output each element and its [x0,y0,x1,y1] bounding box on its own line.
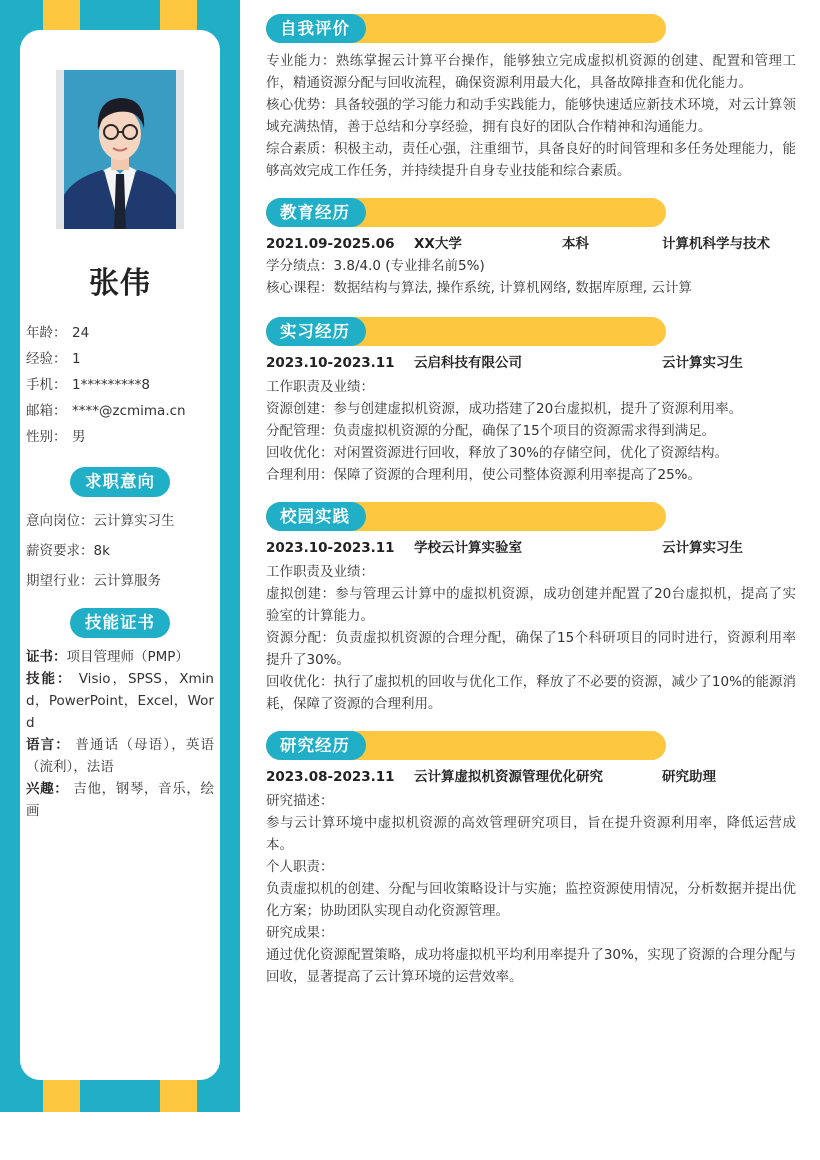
research-line: 负责虚拟机的创建、分配与回收策略设计与实施；监控资源使用情况，分析数据并提出优化方案；协助团队实现自动化资源管理。 [266,881,796,919]
section-header [266,14,666,43]
research-line: 个人职责： [266,859,334,875]
section-education [266,198,796,299]
internship-line: 回收优化：对闲置资源进行回收，释放了30%的存储空间，优化了资源结构。 [266,445,729,461]
job-intent-heading: 求职意向 [70,467,170,497]
education-meta-row [266,233,796,255]
candidate-name: 张伟 [89,266,151,301]
info-value: 男 [72,429,86,445]
self-eval-paragraph: 核心优势：具备较强的学习能力和动手实践能力，能够快速适应新技术环境，对云计算领域充满热情，善于总结和分享经验，拥有良好的团队合作精神和沟通能力。 [266,97,796,135]
sidebar [0,0,240,1112]
skill-label: 兴趣： [26,781,69,797]
intent-salary [26,536,216,566]
info-label: 手机： [26,377,67,393]
section-header [266,198,666,227]
info-gender [26,424,216,450]
section-title: 自我评价 [266,14,366,43]
intent-label: 期望行业： [26,573,94,589]
campus-line: 资源分配：负责虚拟机资源的合理分配，确保了15个科研项目的同时进行，资源利用率提升了30%。 [266,630,796,668]
education-degree: 本科 [562,236,589,252]
education-period: 2021.09-2025.06 [266,236,395,252]
section-campus-practice [266,502,796,715]
internship-role: 云计算实习生 [662,355,743,371]
internship-line: 分配管理：负责虚拟机资源的分配，确保了15个项目的资源需求得到满足。 [266,423,716,439]
intent-value: 云计算实习生 [93,513,175,529]
intent-label: 薪资要求： [26,543,94,559]
info-value: 1*********8 [72,377,150,393]
info-label: 经验： [26,351,67,367]
section-header [266,502,666,531]
decor-stripe-bottom-right [160,1080,197,1112]
campus-org: 学校云计算实验室 [414,540,522,556]
section-self-evaluation [266,14,796,182]
person-portrait-icon [64,70,176,229]
research-period: 2023.08-2023.11 [266,769,395,785]
intent-value: 云计算服务 [93,573,161,589]
research-line: 研究描述： [266,793,334,809]
section-research [266,731,796,988]
section-header [266,317,666,346]
decor-stripe-top-left [43,0,80,30]
profile-photo [64,70,176,229]
profile-card [20,30,220,1080]
section-internship [266,317,796,486]
campus-period: 2023.10-2023.11 [266,540,395,556]
research-line: 研究成果： [266,925,334,941]
skill-label: 语言： [26,737,70,753]
section-header [266,731,666,760]
education-line: 学分绩点：3.8/4.0 (专业排名前5%) [266,258,485,274]
intent-industry [26,566,216,596]
info-experience [26,346,216,372]
info-phone [26,372,216,398]
info-label: 年龄： [26,325,67,341]
skill-value: Visio，SPSS，Xmind，PowerPoint，Excel，Word [26,671,214,731]
intent-label: 意向岗位： [26,513,94,529]
decor-stripe-bottom-left [43,1080,80,1112]
self-eval-paragraph: 专业能力：熟练掌握云计算平台操作，能够独立完成虚拟机资源的创建、配置和管理工作，精通资源分配与回收流程，确保资源利用最大化，具备故障排查和优化能力。 [266,53,796,91]
skills-heading: 技能证书 [70,608,170,638]
skill-tools [26,668,214,734]
section-title: 校园实践 [266,502,366,531]
education-major: 计算机科学与技术 [662,236,770,252]
internship-org: 云启科技有限公司 [414,355,522,371]
internship-line: 工作职责及业绩： [266,379,374,395]
internship-line: 合理利用：保障了资源的合理利用，使公司整体资源利用率提高了25%。 [266,467,702,483]
internship-line: 资源创建：参与创建虚拟机资源，成功搭建了20台虚拟机，提升了资源利用率。 [266,401,743,417]
internship-meta-row [266,352,796,374]
campus-role: 云计算实习生 [662,540,743,556]
skill-label: 技能： [26,671,73,687]
intent-value: 8k [93,543,110,559]
skill-value: 吉他，钢琴，音乐，绘画 [26,781,215,819]
skill-label: 证书： [26,649,67,665]
education-school: XX大学 [414,236,462,252]
section-title: 研究经历 [266,731,366,760]
info-age [26,320,216,346]
research-role: 研究助理 [662,769,716,785]
decor-stripe-top-right [160,0,197,30]
info-email [26,398,216,424]
info-value: 1 [72,351,81,367]
research-line: 参与云计算环境中虚拟机资源的高效管理研究项目，旨在提升资源利用率，降低运营成本。 [266,815,796,853]
research-meta-row [266,766,796,788]
skill-languages [26,734,214,778]
photo-frame [56,70,184,229]
intent-position [26,506,216,536]
job-intent-list [26,506,216,596]
info-value: ****@zcmima.cn [72,403,186,419]
basic-info-list [26,320,216,450]
section-title: 教育经历 [266,198,366,227]
internship-period: 2023.10-2023.11 [266,355,395,371]
education-line: 核心课程：数据结构与算法, 操作系统, 计算机网络, 数据库原理, 云计算 [266,280,692,296]
campus-line: 工作职责及业绩： [266,564,374,580]
campus-meta-row [266,537,796,559]
campus-line: 回收优化：执行了虚拟机的回收与优化工作，释放了不必要的资源，减少了10%的能源消耗，保障了资源的合理利用。 [266,674,796,712]
section-title: 实习经历 [266,317,366,346]
info-label: 邮箱： [26,403,67,419]
campus-line: 虚拟创建：参与管理云计算中的虚拟机资源，成功创建并配置了20台虚拟机，提高了实验室的计算能力。 [266,586,796,624]
self-eval-paragraph: 综合素质：积极主动，责任心强，注重细节，具备良好的时间管理和多任务处理能力，能够高效完成工作任务，并持续提升自身专业技能和综合素质。 [266,141,796,179]
research-line: 通过优化资源配置策略，成功将虚拟机平均利用率提升了30%，实现了资源的合理分配与回收，显著提高了云计算环境的运营效率。 [266,947,796,985]
research-project: 云计算虚拟机资源管理优化研究 [414,769,603,785]
info-value: 24 [72,325,90,341]
skill-certificate [26,646,214,668]
skills-list [26,646,214,822]
skill-interests [26,778,214,822]
skill-value: 项目管理师（PMP） [66,649,189,665]
skill-value: 普通话（母语），英语（流利），法语 [26,737,214,775]
info-label: 性别： [26,429,67,445]
